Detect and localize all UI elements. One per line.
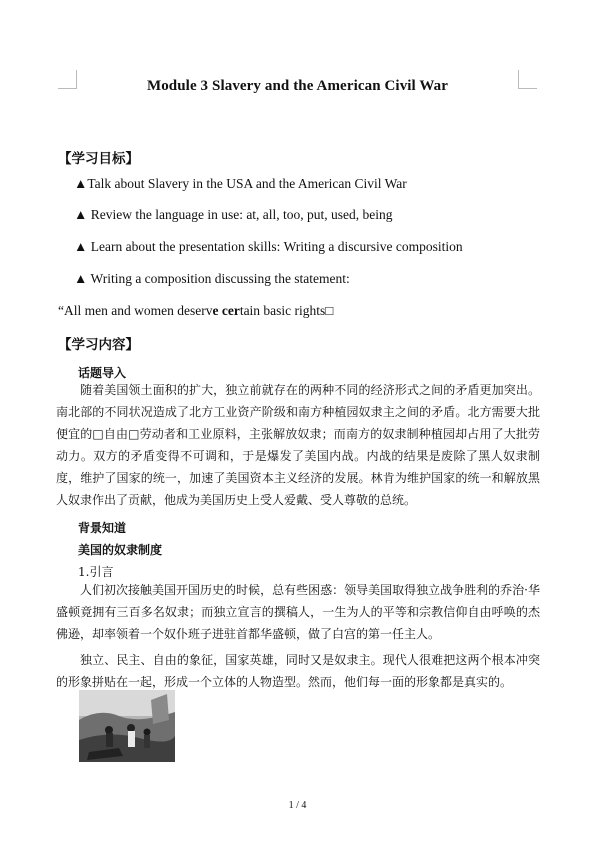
historical-illustration-image bbox=[79, 690, 175, 762]
quote-text-bold: e cer bbox=[212, 303, 240, 318]
goal-item-3: ▲ Learn about the presentation skills: Writing a discursive composition bbox=[74, 239, 463, 254]
quote-tail-glyph: □ bbox=[325, 303, 334, 318]
goal-item-2: ▲ Review the language in use: at, all, too, put, used, being bbox=[74, 207, 393, 222]
subheading-topic-intro: 话题导入 bbox=[78, 366, 127, 380]
illustration-drawing bbox=[79, 690, 175, 762]
goal-item-1: ▲Talk about Slavery in the USA and the American Civil War bbox=[74, 176, 407, 191]
subheading-background: 背景知道 bbox=[78, 521, 127, 535]
document-title: Module 3 Slavery and the American Civil War bbox=[146, 78, 449, 94]
paragraph-introduction-2: 独立、民主、自由的象征，国家英雄，同时又是奴隶主。现代人很难把这两个根本冲突的形象拼贴在一起，形成一个立体的人物造型。然而，他们每一面的形象都是真实的。 bbox=[56, 653, 540, 689]
paragraph-introduction-1: 人们初次接触美国开国历史的时候，总有些困惑：领导美国取得独立战争胜利的乔治·华盛顿竟拥有三百多名奴隶；而独立宣言的撰稿人，一生为人的平等和宗教信仰自由呼唤的杰佛逊，却率领着一个奴仆班子进驻首都华盛顿，做了白宫的第一任主人。 bbox=[56, 583, 540, 641]
paragraph-topic-intro: 随着美国领土面积的扩大，独立前就存在的两种不同的经济形式之间的矛盾更加突出。南北部的不同状况造成了北方工业资产阶级和南方种植园奴隶主之间的矛盾。北方需要大批便宜的□自由□劳动者和工业原料，主张解放奴隶；而南方的奴隶制种植园却占用了大批劳动力。双方的矛盾变得不可调和，于是爆发了美国内战。内战的结果是废除了黑人奴隶制度，维护了国家的统一，加速了美国资本主义经济的发展。林肯为维护国家的统一和解放黑人奴隶作出了贡献，他成为美国历史上受人爱戴、受人尊敬的总统。 bbox=[56, 383, 540, 507]
quote-text-part-2: tain basic rights bbox=[239, 303, 326, 318]
section-heading-content: 【学习内容】 bbox=[58, 337, 139, 353]
quote-open-mark: “ bbox=[58, 303, 64, 318]
quote-statement bbox=[58, 303, 333, 319]
section-heading-goals: 【学习目标】 bbox=[58, 151, 139, 167]
quote-text-part-1: All men and women deserv bbox=[64, 303, 213, 318]
page-number: 1 / 4 bbox=[288, 800, 307, 811]
list-item-introduction: 1.引言 bbox=[78, 565, 114, 579]
subheading-american-slavery: 美国的奴隶制度 bbox=[78, 543, 163, 557]
goal-item-4: ▲ Writing a composition discussing the statement: bbox=[74, 271, 350, 286]
